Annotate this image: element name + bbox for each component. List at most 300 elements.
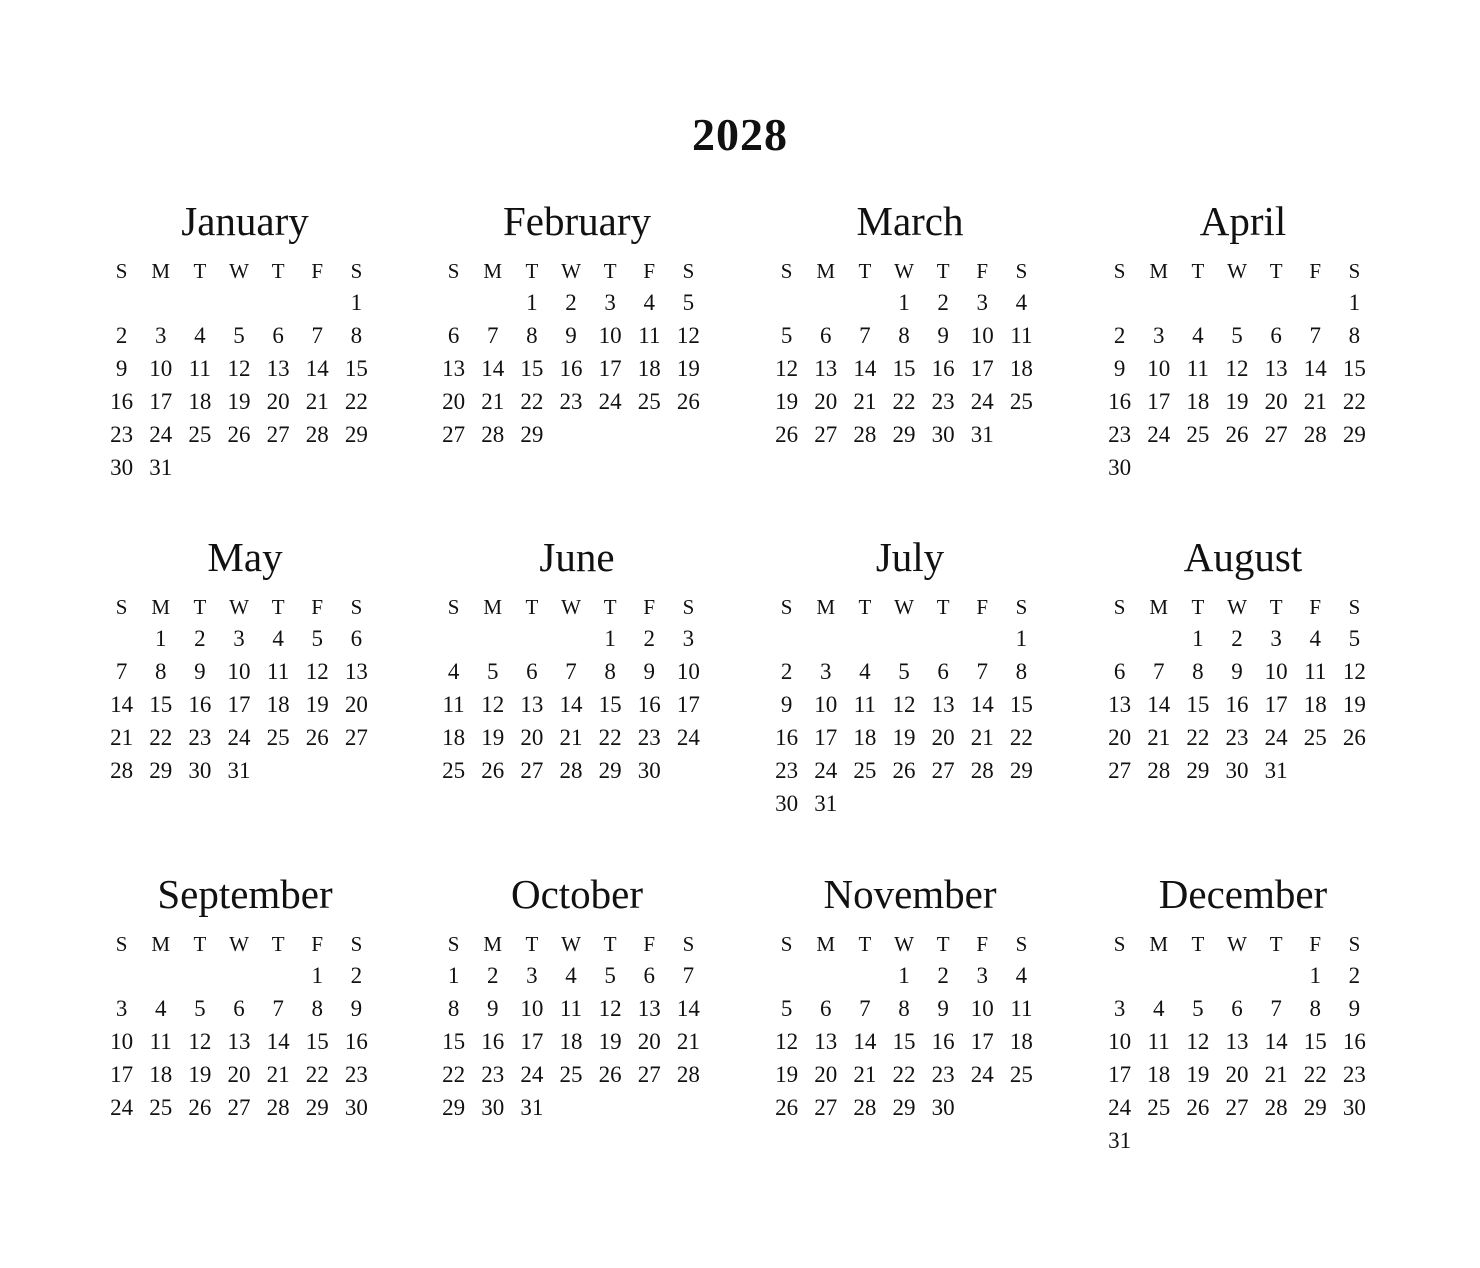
day-cell: 12 [188,1028,212,1054]
month-name: July [875,534,945,580]
weekday-label: S [447,931,460,956]
day-cell: 31 [1108,1127,1132,1153]
day-cell: 15 [892,355,916,381]
day-cell: 11 [149,1028,172,1054]
day-cell: 23 [1108,421,1132,447]
day-cell: 27 [1225,1094,1249,1120]
day-cell: 1 [154,625,167,651]
day-cell: 21 [1303,388,1327,414]
day-cell: 24 [520,1061,544,1087]
month-day-grid [102,592,376,787]
day-cell: 16 [931,1028,955,1054]
day-cell: 5 [780,995,793,1021]
day-cell: 30 [110,454,134,480]
week-row [1100,1091,1374,1124]
day-cell: 27 [814,421,838,447]
day-cell: 6 [643,962,656,988]
week-row [1100,622,1374,655]
day-cell: 29 [305,1094,329,1120]
empty-day-cell [298,754,337,787]
weekday-label: W [229,931,249,956]
empty-day-cell [219,451,258,484]
month-august [1098,532,1388,787]
empty-day-cell [1178,286,1217,319]
day-cell: 4 [1309,625,1322,651]
empty-day-cell [845,286,884,319]
day-cell: 2 [1348,962,1361,988]
day-cell: 12 [481,691,505,717]
day-cell: 25 [1009,388,1033,414]
empty-day-cell [591,1091,630,1124]
day-cell: 8 [1309,995,1322,1021]
empty-day-cell [1139,622,1178,655]
empty-day-cell [1100,622,1139,655]
week-row [1100,1124,1374,1157]
day-cell: 16 [559,355,583,381]
day-cell: 30 [481,1094,505,1120]
empty-day-cell [1100,959,1139,992]
day-cell: 25 [442,757,466,783]
week-row [434,1058,708,1091]
month-november [765,869,1055,1124]
empty-day-cell [337,754,376,787]
weekday-label: S [350,931,363,956]
week-row [102,352,376,385]
week-row [1100,1025,1374,1058]
day-cell: 2 [1231,625,1243,651]
empty-day-cell [1139,286,1178,319]
day-cell: 6 [819,322,832,348]
day-cell: 4 [272,625,284,651]
day-cell: 14 [1147,691,1171,717]
weekday-label: M [151,594,171,619]
day-cell: 21 [559,724,583,750]
day-cell: 17 [1147,388,1171,414]
day-cell: 18 [1147,1061,1171,1087]
day-cell: 29 [1303,1094,1327,1120]
month-name: September [157,871,333,917]
weekday-label: T [1191,258,1205,283]
weekday-label: T [603,931,617,956]
day-cell: 29 [1009,757,1033,783]
month-october [432,869,722,1124]
day-cell: 29 [520,421,544,447]
day-cell: 28 [266,1094,290,1120]
day-cell: 5 [604,962,616,988]
day-cell: 23 [1342,1061,1366,1087]
day-cell: 20 [266,388,290,414]
week-row [1100,754,1374,787]
day-cell: 28 [559,757,583,783]
day-cell: 20 [227,1061,251,1087]
month-name: May [207,534,283,580]
day-cell: 30 [931,1094,955,1120]
day-cell: 15 [344,355,368,381]
weekday-label: T [603,594,617,619]
day-cell: 7 [682,962,695,988]
day-cell: 31 [814,790,838,816]
day-cell: 9 [194,658,206,684]
week-row [102,451,376,484]
day-cell: 7 [1309,322,1322,348]
day-cell: 27 [266,421,290,447]
empty-day-cell [884,787,923,820]
day-cell: 2 [937,289,949,315]
day-cell: 11 [853,691,876,717]
day-cell: 25 [1303,724,1327,750]
day-cell: 7 [115,658,128,684]
weekday-label: M [1149,258,1169,283]
empty-day-cell [102,286,141,319]
month-name: April [1199,198,1287,244]
month-day-grid [1100,929,1374,1157]
day-cell: 29 [1342,421,1366,447]
empty-day-cell [1257,959,1296,992]
day-cell: 4 [1152,995,1165,1021]
day-cell: 10 [1264,658,1288,684]
day-cell: 10 [970,995,994,1021]
day-cell: 24 [110,1094,134,1120]
day-cell: 14 [1264,1028,1288,1054]
day-cell: 27 [814,1094,838,1120]
empty-day-cell [434,286,473,319]
day-cell: 10 [1108,1028,1132,1054]
day-cell: 26 [188,1094,212,1120]
weekday-label: T [1191,931,1205,956]
week-row [434,1025,708,1058]
day-cell: 16 [1108,388,1132,414]
weekday-label: S [1348,594,1361,619]
day-cell: 21 [970,724,994,750]
day-cell: 2 [486,962,499,988]
day-cell: 23 [775,757,799,783]
weekday-label: S [350,594,363,619]
weekday-label: T [525,594,539,619]
weekday-label: T [858,258,872,283]
empty-day-cell [1335,1124,1374,1157]
day-cell: 10 [970,322,994,348]
day-cell: 2 [1113,322,1126,348]
empty-day-cell [1257,451,1296,484]
empty-day-cell [1335,451,1374,484]
day-cell: 6 [272,322,284,348]
day-cell: 20 [637,1028,661,1054]
day-cell: 7 [1152,658,1165,684]
weekday-label: S [780,931,793,956]
day-cell: 19 [1225,388,1249,414]
week-row [102,721,376,754]
day-cell: 23 [344,1061,368,1087]
day-cell: 12 [305,658,329,684]
day-cell: 22 [1342,388,1366,414]
day-cell: 3 [1270,625,1282,651]
day-cell: 20 [814,1061,838,1087]
empty-day-cell [1002,418,1041,451]
day-cell: 11 [442,691,465,717]
day-cell: 5 [194,995,206,1021]
empty-day-cell [473,286,512,319]
day-cell: 22 [1009,724,1033,750]
day-cell: 22 [344,388,368,414]
day-cell: 8 [898,995,910,1021]
weekday-label: F [643,594,656,619]
day-cell: 13 [1264,355,1288,381]
day-cell: 19 [305,691,329,717]
empty-day-cell [1296,1124,1335,1157]
empty-day-cell [180,286,219,319]
day-cell: 30 [1108,454,1132,480]
day-cell: 11 [1186,355,1209,381]
day-cell: 19 [775,388,799,414]
day-cell: 1 [447,962,460,988]
week-row [1100,319,1374,352]
day-cell: 3 [976,962,989,988]
day-cell: 20 [520,724,544,750]
week-row [767,352,1041,385]
day-cell: 15 [1186,691,1210,717]
day-cell: 18 [442,724,466,750]
day-cell: 15 [598,691,622,717]
empty-day-cell [1002,1091,1041,1124]
week-row [434,286,708,319]
weekday-label: T [936,931,950,956]
day-cell: 5 [898,658,910,684]
day-cell: 9 [350,995,363,1021]
day-cell: 13 [637,995,661,1021]
empty-day-cell [669,1091,708,1124]
week-row [102,655,376,688]
week-row [434,622,708,655]
month-name: February [502,198,651,244]
day-cell: 8 [350,322,363,348]
day-cell: 5 [1231,322,1243,348]
weekday-label: M [151,931,171,956]
day-cell: 25 [1009,1061,1033,1087]
day-cell: 1 [311,962,324,988]
day-cell: 24 [676,724,700,750]
empty-day-cell [1139,451,1178,484]
week-row [1100,688,1374,721]
day-cell: 21 [853,388,877,414]
day-cell: 19 [775,1061,799,1087]
day-cell: 7 [976,658,989,684]
day-cell: 4 [194,322,206,348]
empty-day-cell [180,451,219,484]
day-cell: 1 [526,289,538,315]
empty-day-cell [473,622,512,655]
week-row [767,1091,1041,1124]
day-cell: 18 [266,691,290,717]
empty-day-cell [1178,959,1217,992]
weekday-label: M [816,258,836,283]
month-february [432,196,722,451]
week-row [434,721,708,754]
day-cell: 24 [970,1061,994,1087]
day-cell: 4 [643,289,656,315]
month-name: March [856,198,964,244]
day-cell: 14 [110,691,134,717]
day-cell: 4 [1015,289,1028,315]
day-cell: 20 [1225,1061,1249,1087]
weekday-label: M [483,594,503,619]
weekday-label: F [976,931,989,956]
week-row [767,992,1041,1025]
week-row [102,992,376,1025]
week-row [102,1058,376,1091]
week-row [767,754,1041,787]
day-cell: 9 [486,995,499,1021]
weekday-label: S [447,594,460,619]
weekday-label: T [858,594,872,619]
empty-day-cell [1296,451,1335,484]
day-cell: 15 [892,1028,916,1054]
day-cell: 31 [149,454,173,480]
day-cell: 3 [604,289,616,315]
day-cell: 12 [676,322,700,348]
day-cell: 19 [892,724,916,750]
day-cell: 24 [227,724,251,750]
day-cell: 30 [1342,1094,1366,1120]
day-cell: 25 [559,1061,583,1087]
day-cell: 12 [775,1028,799,1054]
empty-day-cell [591,418,630,451]
weekday-label: S [1113,931,1126,956]
empty-day-cell [1217,959,1256,992]
week-row [434,992,708,1025]
day-cell: 31 [970,421,994,447]
day-cell: 20 [442,388,466,414]
month-name: November [823,871,997,917]
day-cell: 21 [266,1061,290,1087]
week-row [434,418,708,451]
day-cell: 3 [682,625,695,651]
day-cell: 10 [598,322,622,348]
day-cell: 19 [481,724,505,750]
day-cell: 11 [267,658,290,684]
week-row [434,385,708,418]
day-cell: 17 [598,355,622,381]
empty-day-cell [1139,1124,1178,1157]
day-cell: 22 [520,388,544,414]
day-cell: 10 [676,658,700,684]
week-row [434,688,708,721]
weekday-label: F [311,931,324,956]
weekday-header-row [434,592,708,622]
empty-day-cell [219,959,258,992]
day-cell: 9 [780,691,793,717]
empty-day-cell [102,959,141,992]
day-cell: 22 [1303,1061,1327,1087]
weekday-label: T [193,931,207,956]
day-cell: 26 [227,421,251,447]
day-cell: 13 [442,355,466,381]
day-cell: 6 [937,658,949,684]
empty-day-cell [1002,787,1041,820]
week-row [1100,451,1374,484]
day-cell: 26 [1225,421,1249,447]
weekday-label: M [151,258,171,283]
day-cell: 8 [898,322,910,348]
week-row [767,385,1041,418]
month-name: October [510,871,644,917]
weekday-header-row [102,592,376,622]
day-cell: 10 [520,995,544,1021]
weekday-label: S [115,931,128,956]
month-december [1098,869,1388,1157]
day-cell: 21 [1147,724,1171,750]
week-row [1100,385,1374,418]
month-march [765,196,1055,451]
day-cell: 3 [526,962,538,988]
weekday-label: S [350,258,363,283]
weekday-label: T [193,594,207,619]
day-cell: 17 [970,1028,994,1054]
weekday-header-row [1100,929,1374,959]
week-row [102,319,376,352]
day-cell: 1 [604,625,616,651]
empty-day-cell [180,959,219,992]
day-cell: 2 [643,625,656,651]
weekday-label: T [1269,594,1283,619]
day-cell: 30 [931,421,955,447]
week-row [767,286,1041,319]
day-cell: 22 [149,724,173,750]
weekday-label: S [115,594,128,619]
month-day-grid [434,592,708,787]
day-cell: 1 [898,289,910,315]
empty-day-cell [1217,286,1256,319]
day-cell: 25 [1186,421,1210,447]
week-row [434,959,708,992]
day-cell: 12 [227,355,251,381]
day-cell: 6 [1231,995,1243,1021]
day-cell: 10 [1147,355,1171,381]
month-april [1098,196,1388,484]
week-row [1100,655,1374,688]
day-cell: 19 [188,1061,212,1087]
day-cell: 1 [350,289,363,315]
day-cell: 26 [892,757,916,783]
day-cell: 22 [305,1061,329,1087]
day-cell: 30 [344,1094,368,1120]
day-cell: 3 [819,658,832,684]
day-cell: 27 [520,757,544,783]
weekday-label: T [1269,258,1283,283]
month-day-grid [434,256,708,451]
day-cell: 29 [149,757,173,783]
day-cell: 16 [637,691,661,717]
day-cell: 16 [1225,691,1249,717]
day-cell: 19 [1342,691,1366,717]
month-may [100,532,390,787]
day-cell: 26 [1342,724,1366,750]
day-cell: 11 [188,355,211,381]
year-title: 2028 [692,109,788,160]
weekday-header-row [1100,592,1374,622]
day-cell: 18 [1009,1028,1033,1054]
day-cell: 9 [115,355,128,381]
week-row [1100,721,1374,754]
day-cell: 29 [598,757,622,783]
month-name: June [539,534,615,580]
day-cell: 21 [1264,1061,1288,1087]
day-cell: 20 [1108,724,1132,750]
month-july [765,532,1055,820]
week-row [1100,1058,1374,1091]
day-cell: 4 [447,658,460,684]
weekday-label: W [1227,594,1247,619]
weekday-label: W [561,931,581,956]
